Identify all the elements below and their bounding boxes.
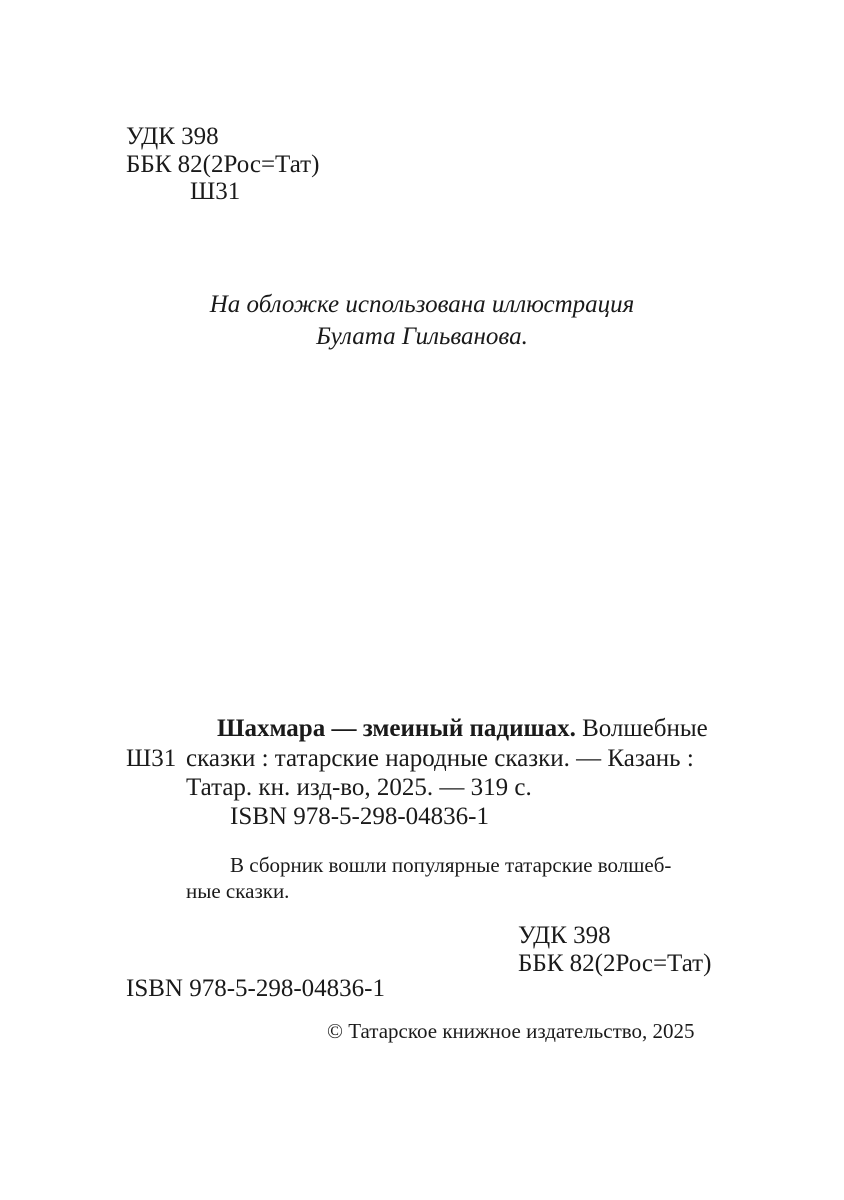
annotation-line2: ные сказки. (186, 879, 290, 903)
cover-note-line2: Булата Гильванова. (316, 323, 528, 350)
book-title: Шахмара — змеиный падишах. (217, 715, 576, 742)
author-mark: Ш31 (190, 178, 241, 205)
catalog-isbn: ISBN 978-5-298-04836-1 (230, 803, 490, 830)
cover-note-line1: На обложке использована иллюстрация (209, 291, 635, 318)
catalog-bbk: ББК 82(2Рос=Тат) (518, 950, 712, 977)
catalog-author-mark: Ш31 (126, 745, 177, 772)
catalog-line1-rest: Волшебные (582, 715, 708, 742)
annotation-line1: В сборник вошли популярные татарские волшеб- (230, 853, 672, 877)
copyright: © Татарское книжное издательство, 2025 (327, 1019, 695, 1043)
catalog-line2: сказки : татарские народные сказки. — Казань : (186, 745, 694, 772)
catalog-title-line (217, 715, 708, 743)
bbk-code: ББК 82(2Рос=Тат) (126, 151, 320, 178)
catalog-line3: Татар. кн. изд-во, 2025. — 319 с. (186, 774, 532, 801)
footer-isbn: ISBN 978-5-298-04836-1 (126, 975, 386, 1002)
udk-code: УДК 398 (126, 123, 219, 150)
catalog-udk: УДК 398 (518, 922, 611, 949)
